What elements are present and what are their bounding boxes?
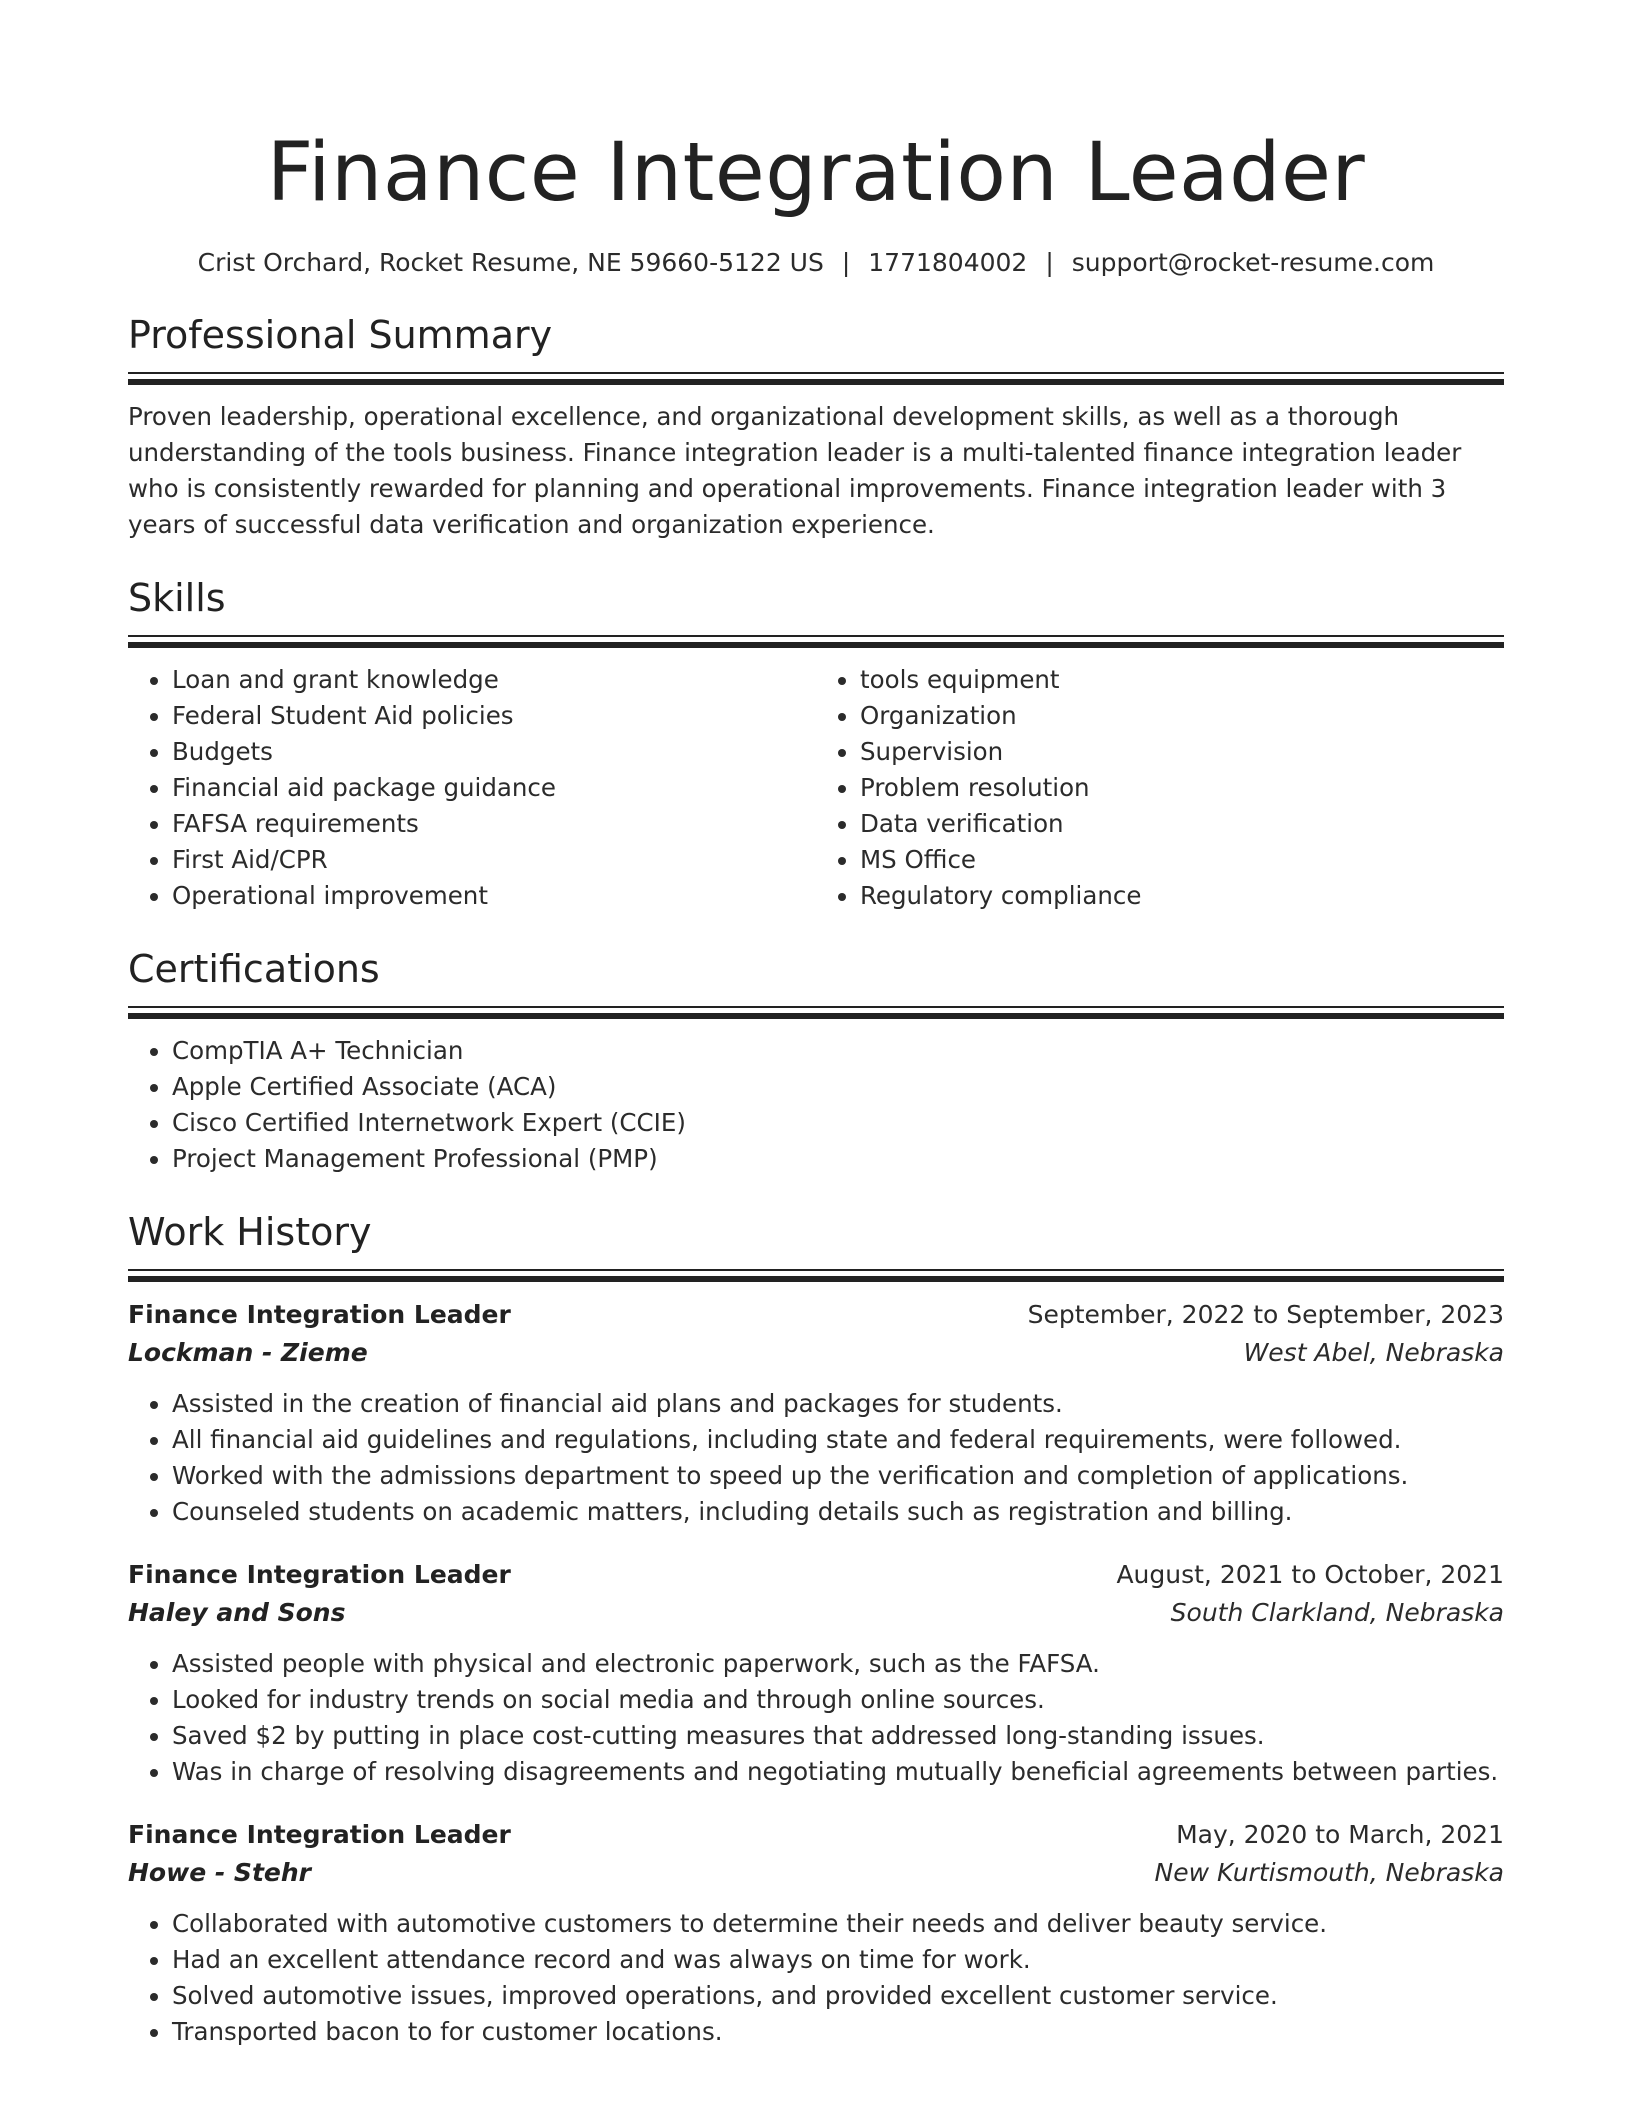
separator: | <box>1045 248 1054 277</box>
skill-item: • Regulatory compliance <box>860 878 1504 914</box>
skill-item: • Loan and grant knowledge <box>172 662 816 698</box>
job-bullet: • Collaborated with automotive customers to determine their needs and deliver beauty service. <box>172 1906 1504 1942</box>
section-title: Work History <box>128 1210 372 1254</box>
section-divider <box>128 1269 1504 1282</box>
skill-item: • Data verification <box>860 806 1504 842</box>
job-bullet: • Looked for industry trends on social media and through online sources. <box>172 1682 1504 1718</box>
summary-text: Proven leadership, operational excellence, and organizational development skills, as well as a thorough understanding of the tools business. Finance integration leader is a multi-talented finance integration leader who is consistently rewarded for planning and operational improvements. Finance integration leader with 3 years of successful data verification and organization experience. <box>128 402 1462 539</box>
job-dates: September, 2022 to September, 2023 <box>1027 1300 1504 1329</box>
skills-section <box>128 573 1504 914</box>
separator: | <box>841 248 851 277</box>
company-name: Haley and Sons <box>128 1598 346 1627</box>
skill-item: • Operational improvement <box>172 878 816 914</box>
job-bullet: • All financial aid guidelines and regulations, including state and federal requirements, were followed. <box>172 1422 1504 1458</box>
skill-item: • FAFSA requirements <box>172 806 816 842</box>
job-location: West Abel, Nebraska <box>1243 1338 1504 1367</box>
job-bullet: • Worked with the admissions department to speed up the verification and completion of applications. <box>172 1458 1504 1494</box>
contact-line <box>128 246 1504 280</box>
certifications-list <box>128 1033 1504 1177</box>
skill-item: • tools equipment <box>860 662 1504 698</box>
certification-item: • CompTIA A+ Technician <box>172 1033 1504 1069</box>
job-bullet: • Was in charge of resolving disagreements and negotiating mutually beneficial agreements between parties. <box>172 1754 1504 1790</box>
job-bullet: • Assisted people with physical and electronic paperwork, such as the FAFSA. <box>172 1646 1504 1682</box>
address: Crist Orchard, Rocket Resume, NE 59660-5122 US <box>197 248 824 277</box>
skill-item: • Organization <box>860 698 1504 734</box>
skills-right-list <box>816 662 1504 914</box>
company-name: Lockman - Zieme <box>128 1338 368 1367</box>
skill-item: • Budgets <box>172 734 816 770</box>
section-title: Professional Summary <box>128 313 553 357</box>
job-location: New Kurtismouth, Nebraska <box>1154 1858 1504 1887</box>
job-bullet: • Assisted in the creation of financial aid plans and packages for students. <box>172 1386 1504 1422</box>
email: support@rocket-resume.com <box>1071 248 1435 277</box>
job-entry <box>128 1556 1504 1790</box>
section-divider <box>128 1006 1504 1019</box>
job-location: South Clarkland, Nebraska <box>1170 1598 1504 1627</box>
skills-columns <box>128 648 1504 914</box>
section-divider <box>128 372 1504 385</box>
job-bullet: • Counseled students on academic matters, including details such as registration and billing. <box>172 1494 1504 1530</box>
job-bullets <box>128 1906 1504 2050</box>
certification-item: • Cisco Certified Internetwork Expert (CCIE) <box>172 1105 1504 1141</box>
job-bullet: • Solved automotive issues, improved operations, and provided excellent customer service. <box>172 1978 1504 2014</box>
phone: 1771804002 <box>868 248 1028 277</box>
job-entry <box>128 1816 1504 2050</box>
job-bullets <box>128 1386 1504 1530</box>
job-bullet: • Had an excellent attendance record and was always on time for work. <box>172 1942 1504 1978</box>
job-title: Finance Integration Leader <box>128 1560 511 1589</box>
job-entry <box>128 1296 1504 1530</box>
company-name: Howe - Stehr <box>128 1858 311 1887</box>
job-bullets <box>128 1646 1504 1790</box>
skill-item: • First Aid/CPR <box>172 842 816 878</box>
skill-item: • MS Office <box>860 842 1504 878</box>
job-bullet: • Saved $2 by putting in place cost-cutting measures that addressed long-standing issues. <box>172 1718 1504 1754</box>
skill-item: • Supervision <box>860 734 1504 770</box>
job-dates: May, 2020 to March, 2021 <box>1176 1820 1504 1849</box>
job-title: Finance Integration Leader <box>128 1300 511 1329</box>
skill-item: • Federal Student Aid policies <box>172 698 816 734</box>
certification-item: • Project Management Professional (PMP) <box>172 1141 1504 1177</box>
skill-item: • Financial aid package guidance <box>172 770 816 806</box>
section-title: Skills <box>128 576 226 620</box>
job-dates: August, 2021 to October, 2021 <box>1116 1560 1504 1589</box>
certification-item: • Apple Certified Associate (ACA) <box>172 1069 1504 1105</box>
section-title: Certifications <box>128 947 380 991</box>
summary-section <box>128 310 1504 543</box>
section-divider <box>128 635 1504 648</box>
skill-item: • Problem resolution <box>860 770 1504 806</box>
certifications-section <box>128 944 1504 1177</box>
job-title: Finance Integration Leader <box>128 1820 511 1849</box>
job-bullet: • Transported bacon to for customer locations. <box>172 2014 1504 2050</box>
resume-name: Finance Integration Leader <box>266 126 1366 220</box>
skills-left-list <box>128 662 816 914</box>
work-history-section <box>128 1207 1504 2050</box>
